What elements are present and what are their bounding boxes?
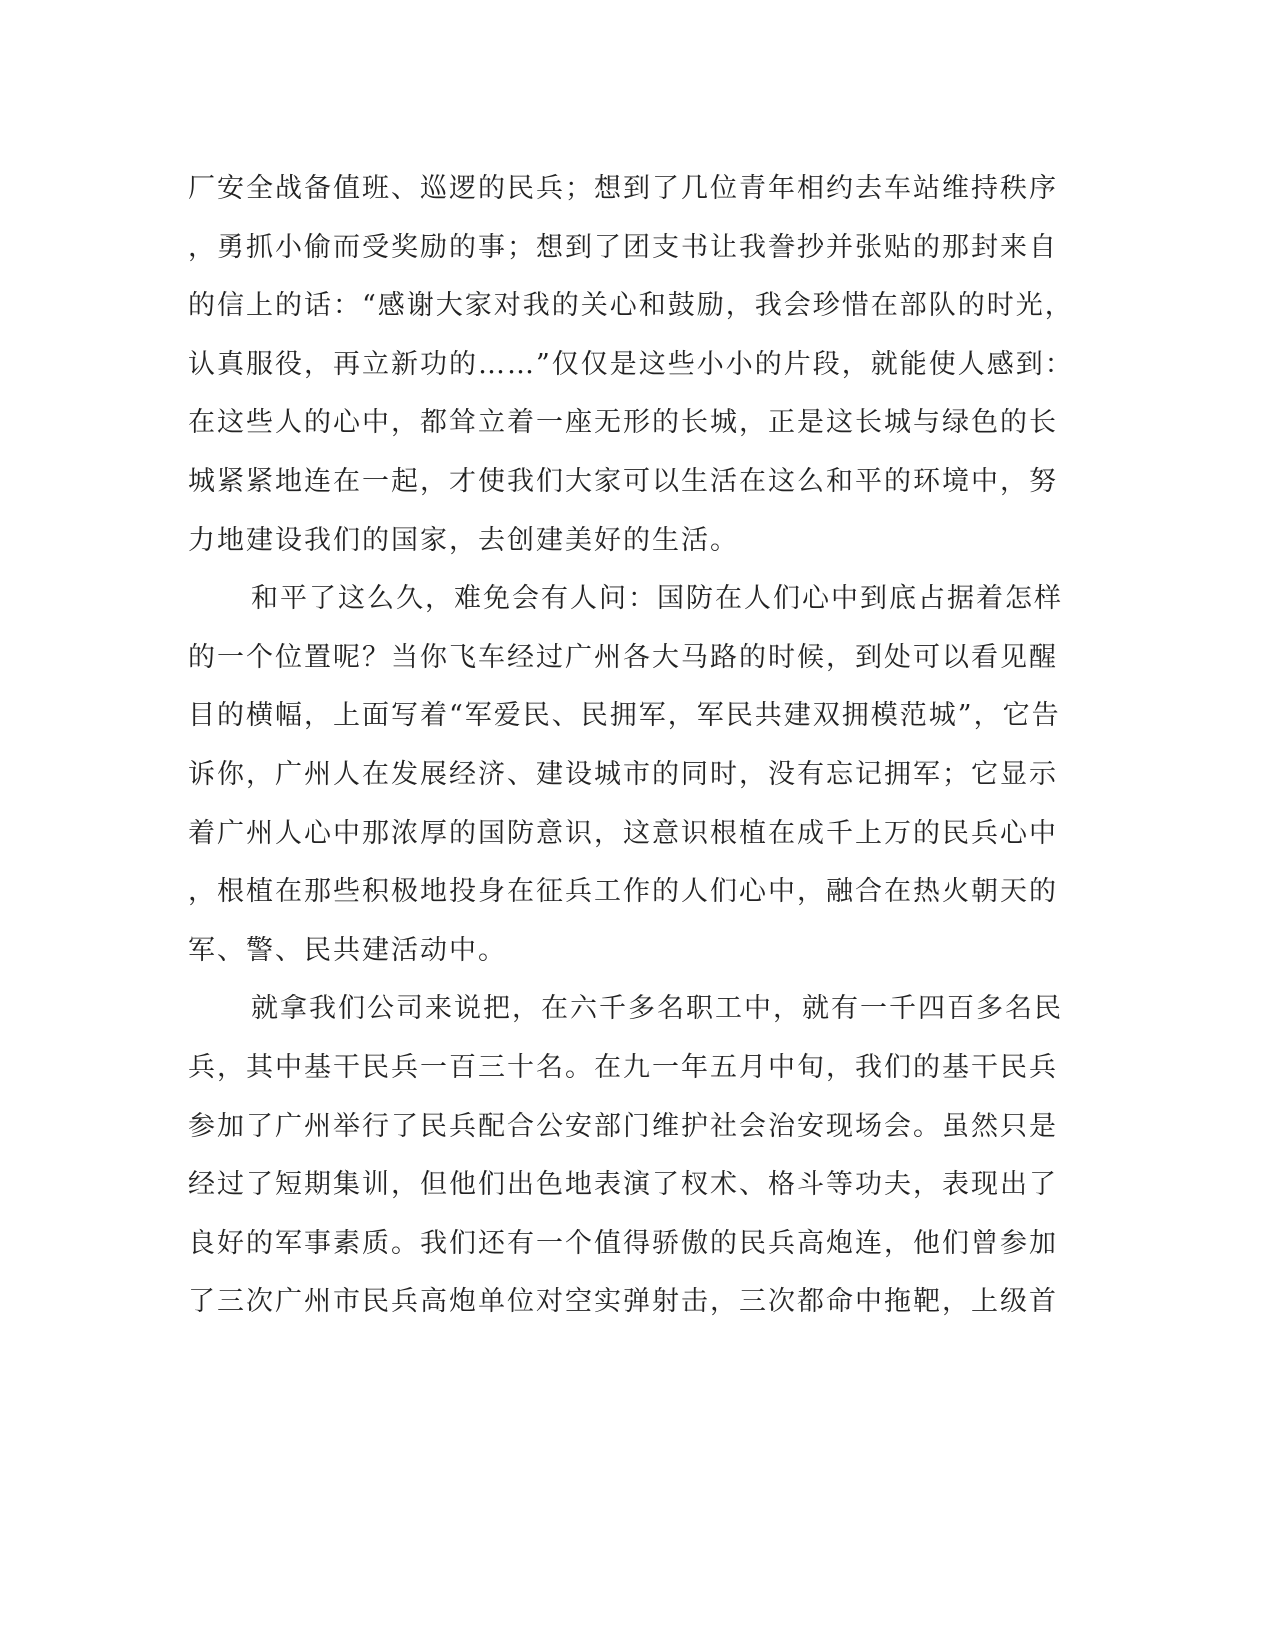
paragraph-first-line: 就拿我们公司来说把，在六千多名职工中，就有一千四百多名民 [251,993,1063,1025]
text-line: ，勇抓小偷而受奖励的事；想到了团支书让我誊抄并张贴的那封来自 [188,231,1058,263]
text-line: ，根植在那些积极地投身在征兵工作的人们心中，融合在热火朝天的 [188,876,1058,908]
text-line: 了三次广州市民兵高炮单位对空实弹射击，三次都命中拖靶，上级首 [188,1286,1058,1318]
text-line: 力地建设我们的国家，去创建美好的生活。 [188,524,739,556]
text-line: 兵，其中基干民兵一百三十名。在九一年五月中旬，我们的基干民兵 [188,1051,1058,1083]
text-line: 认真服役，再立新功的……”仅仅是这些小小的片段，就能使人感到： [188,348,1074,380]
text-line: 良好的军事素质。我们还有一个值得骄傲的民兵高炮连，他们曾参加 [188,1227,1058,1259]
text-line: 诉你，广州人在发展经济、建设城市的同时，没有忘记拥军；它显示 [188,758,1058,790]
text-line: 目的横幅，上面写着“军爱民、民拥军，军民共建双拥模范城”，它告 [188,700,1061,732]
text-line: 城紧紧地连在一起，才使我们大家可以生活在这么和平的环境中，努 [188,465,1058,497]
text-line: 的信上的话：“感谢大家对我的关心和鼓励，我会珍惜在部队的时光， [188,290,1074,322]
body-text [188,160,1088,1332]
text-line: 厂安全战备值班、巡逻的民兵；想到了几位青年相约去车站维持秩序 [188,173,1058,204]
text-line: 的一个位置呢？当你飞车经过广州各大马路的时候，到处可以看见醒 [188,641,1058,673]
text-line: 着广州人心中那浓厚的国防意识，这意识根植在成千上万的民兵心中 [188,817,1058,849]
text-line: 参加了广州举行了民兵配合公安部门维护社会治安现场会。虽然只是 [188,1110,1058,1142]
text-line: 经过了短期集训，但他们出色地表演了杈术、格斗等功夫，表现出了 [188,1169,1058,1201]
text-line: 军、警、民共建活动中。 [188,934,507,966]
paragraph-first-line: 和平了这么久，难免会有人问：国防在人们心中到底占据着怎样 [251,583,1063,615]
text-line: 在这些人的心中，都耸立着一座无形的长城，正是这长城与绿色的长 [188,407,1058,439]
